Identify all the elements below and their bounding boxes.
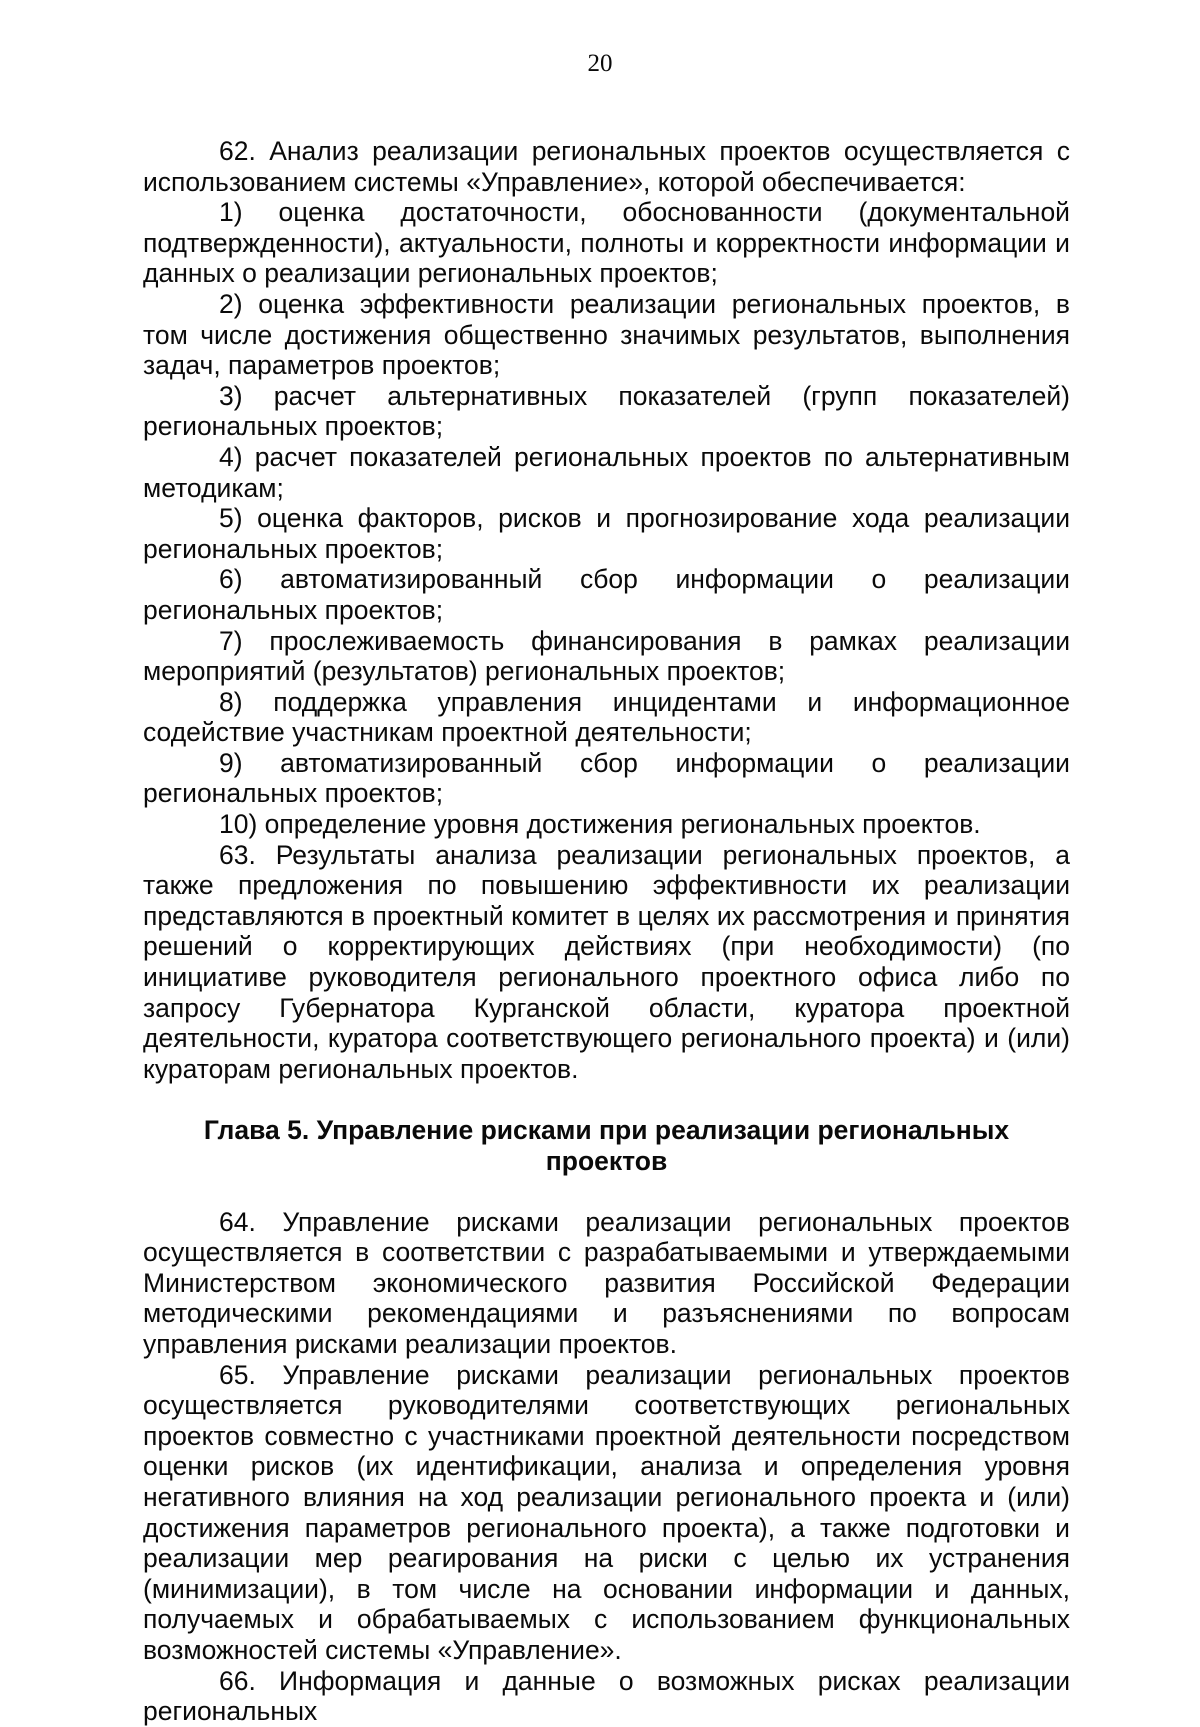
list-item-7: 7) прослеживаемость финансирования в рамках реализации мероприятий (результатов) региональных проектов;	[143, 625, 1070, 687]
list-item-8: 8) поддержка управления инцидентами и информационное содействие участникам проектной деятельности;	[143, 686, 1070, 748]
list-item-1: 1) оценка достаточности, обоснованности (документальной подтвержденности), актуальности, полноты и корректности информации и данных о реализации региональных проектов;	[143, 197, 1070, 289]
list-item-4: 4) расчет показателей региональных проектов по альтернативным методикам;	[143, 441, 1070, 503]
chapter-title: Глава 5. Управление рисками при реализации региональных проектов	[203, 1115, 1010, 1176]
document-body	[143, 136, 1070, 1727]
page-number: 20	[587, 50, 613, 77]
list-item-9: 9) автоматизированный сбор информации о реализации региональных проектов;	[143, 747, 1070, 809]
paragraph-65: 65. Управление рисками реализации региональных проектов осуществляется руководителями соответствующих региональных проектов совместно с участниками проектной деятельности посредством оценки рисков (их идентификации, анализа и определения уровня негативного влияния на ход реализации регионального проекта и (или) достижения параметров регионального проекта), а также подготовки и реализации мер реагирования на риски с целью их устранения (минимизации), в том числе на основании информации и данных, получаемых и обрабатываемых с использованием функциональных возможностей системы «Управление».	[143, 1359, 1070, 1665]
paragraph-63: 63. Результаты анализа реализации региональных проектов, а также предложения по повышению эффективности их реализации представляются в проектный комитет в целях их рассмотрения и принятия решений о корректирующих действиях (при необходимости) (по инициативе руководителя регионального проектного офиса либо по запросу Губернатора Курганской области, куратора проектной деятельности, куратора соответствующего регионального проекта) и (или) кураторам региональных проектов.	[143, 839, 1070, 1084]
paragraph-64: 64. Управление рисками реализации региональных проектов осуществляется в соответствии с разрабатываемыми и утверждаемыми Министерством экономического развития Российской Федерации методическими рекомендациями и разъяснениями по вопросам управления рисками реализации проектов.	[143, 1206, 1070, 1359]
list-item-6: 6) автоматизированный сбор информации о реализации региональных проектов;	[143, 564, 1070, 625]
list-item-5: 5) оценка факторов, рисков и прогнозирование хода реализации региональных проектов;	[143, 503, 1070, 564]
paragraph-62: 62. Анализ реализации региональных проектов осуществляется с использованием системы «Управление», которой обеспечивается:	[143, 136, 1070, 197]
list-item-10: 10) определение уровня достижения региональных проектов.	[219, 809, 981, 840]
list-item-3: 3) расчет альтернативных показателей (групп показателей) региональных проектов;	[143, 380, 1070, 442]
list-item-2: 2) оценка эффективности реализации региональных проектов, в том числе достижения общественно значимых результатов, выполнения задач, параметров проектов;	[143, 288, 1070, 381]
paragraph-66: 66. Информация и данные о возможных рисках реализации региональных	[143, 1665, 1070, 1727]
